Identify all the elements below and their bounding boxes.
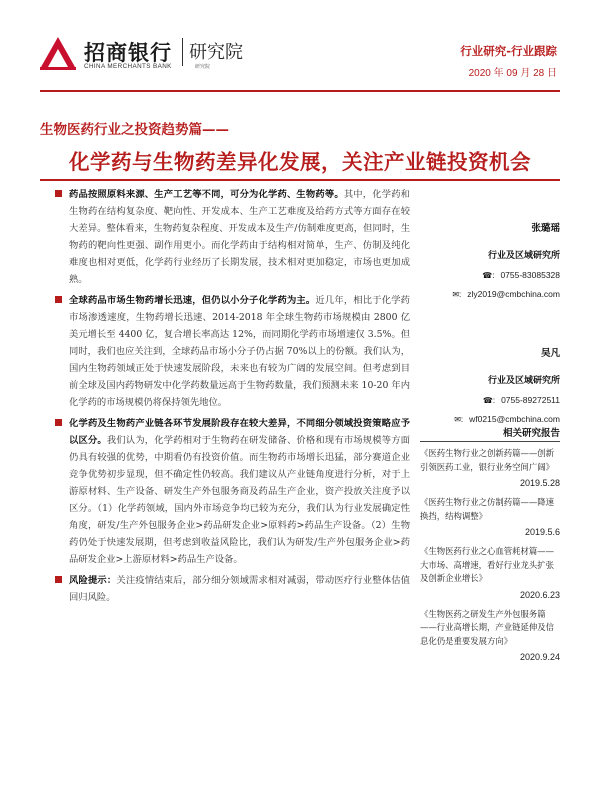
email-icon: ✉:	[454, 415, 464, 424]
analyst-panel	[420, 186, 560, 424]
related-report-date: 2019.5.28	[519, 478, 560, 488]
risk-paragraph	[55, 572, 410, 606]
logo-divider	[182, 38, 183, 66]
paragraph-body: 关注疫情结束后，部分细分领域需求相对减弱，带动医疗行业整体估值回归风险。	[69, 575, 410, 603]
report-subtitle: 生物医药行业之投资趋势篇——	[40, 122, 229, 138]
analyst-card	[420, 345, 560, 424]
email-icon: ✉:	[452, 290, 462, 299]
analyst-dept: 行业及区域研究所	[487, 251, 560, 261]
institute-name-small: 研究院	[195, 64, 211, 70]
paragraph-lead: 药品按照原料来源、生产工艺等不同，可分为化学药、生物药等。	[69, 189, 344, 200]
related-report-title[interactable]: 《医药生物行业之创新药篇——创新引领医药工业，银行业务空间广阔》	[420, 448, 554, 472]
report-header	[0, 0, 600, 90]
summary-body	[55, 186, 410, 610]
summary-paragraph	[55, 415, 410, 568]
bullet-square-icon	[55, 296, 62, 303]
report-title: 化学药与生物药差异化发展，关注产业链投资机会	[69, 150, 531, 174]
related-reports-heading: 相关研究报告	[502, 428, 560, 439]
analyst-name: 张璐瑶	[531, 223, 560, 234]
phone-icon: ☎:	[482, 271, 495, 280]
analyst-email[interactable]: ✉: zly2019@cmbchina.com	[452, 289, 560, 299]
related-report-date: 2020.9.24	[519, 652, 560, 662]
header-rule	[40, 90, 560, 92]
report-date: 2020 年 09 月 28 日	[468, 68, 557, 79]
analyst-phone: ☎: 0755-89272511	[482, 395, 560, 405]
related-reports-rule	[420, 441, 560, 442]
related-report-title[interactable]: 《生物医药行业之心血管耗材篇——大市场、高增速，看好行业龙头扩张及创新企业增长》	[420, 546, 554, 583]
related-report-date: 2020.6.23	[519, 589, 560, 600]
related-report-date: 2019.5.6	[524, 527, 560, 537]
related-report-title[interactable]: 《生物医药之研发生产外包服务篇——行业高增长期，产业链延伸及信息化仍是重要发展方向》	[420, 608, 554, 646]
phone-icon: ☎:	[482, 396, 496, 405]
related-report-title[interactable]: 《医药生物行业之仿制药篇——降速换挡，结构调整》	[420, 497, 554, 521]
analyst-card	[420, 220, 560, 299]
related-reports-list	[420, 447, 560, 670]
summary-paragraph	[55, 186, 410, 288]
cmb-logo-icon	[40, 36, 76, 70]
analyst-dept: 行业及区域研究所	[487, 376, 560, 386]
paragraph-lead: 全球药品市场生物药增长迅速，但仍以小分子化学药为主。	[69, 295, 316, 306]
paragraph-body: 其中，化学药和生物药在结构复杂度、靶向性、开发成本、生产工艺难度及给药方式等方面存在较大差异。整体看来，生物药复杂程度、开发成本及生产/仿制难度更高，但同时，生物药的靶向性更强、副作用更小。而化学药由于结构相对简单，生产、仿制及纯化难度也相对更低，化学药行业经历了长期发展，技术相对更加稳定，市场也更加成熟。	[69, 189, 410, 285]
summary-paragraph	[55, 292, 410, 411]
institute-name: 研究院	[189, 42, 243, 63]
analyst-phone: ☎: 0755-83085328	[482, 270, 560, 280]
paragraph-body: 我们认为，化学药相对于生物药在研发储备、价格和现有市场规模等方面仍具有较强的优势，中期看仍有投资价值。而生物药市场增长迅猛，部分赛道企业竞争优势初步显现，但不确定性仍较高。我们建议从产业链角度进行分析，对于上游原材料、生产设备、研发生产外包服务商及药品生产企业，资产投放关注度予以区分。（1）化学药领域，国内外市场竞争均已较为充分，我们认为行业发展确定性角度，研发/生产外包服务企业>药品研发企业>原料药>药品生产设备。（2）生物药仍处于快速发展期，但考虑到收益风险比，我们认为研发/生产外包服务企业>药品研发企业>上游原材料>药品生产设备。	[69, 435, 410, 565]
brand-name: 招商银行	[84, 40, 172, 65]
bullet-square-icon	[55, 190, 62, 197]
paragraph-body: 近几年，相比于化学药市场渗透速度，生物药增长迅速、2014-2018 年全球生物药市场规模由 2800 亿美元增长至 4400 亿，复合增长率高达 12%，而同期化学药市场增速仅 3.5%。但同时，我们也应关注到，全球药品市场小分子仍占据 70%以上的份额。我们认为，国内生物药领域正处于快速发展阶段，未来也有较为广阔的发展空间。但考虑到目前全球及国内药物研发中化学药数量远高于生物药数量，我们预测未来 10-20 年内化学药的市场规模仍将保持领先地位。	[69, 295, 410, 408]
bullet-square-icon	[55, 419, 62, 426]
title-rule	[40, 179, 560, 181]
analyst-email[interactable]: ✉: wf0215@cmbchina.com	[454, 414, 560, 424]
paragraph-lead: 风险提示：	[69, 575, 117, 586]
paragraph-lead: 化学药及生物药产业链各环节发展阶段存在较大差异，不同细分领域投资策略应予以区分。	[69, 418, 410, 446]
brand-name-en: CHINA MERCHANTS BANK	[84, 63, 172, 70]
report-category: 行业研究-行业跟踪	[460, 44, 557, 58]
bullet-square-icon	[55, 576, 62, 583]
analyst-name: 吴凡	[540, 348, 560, 359]
